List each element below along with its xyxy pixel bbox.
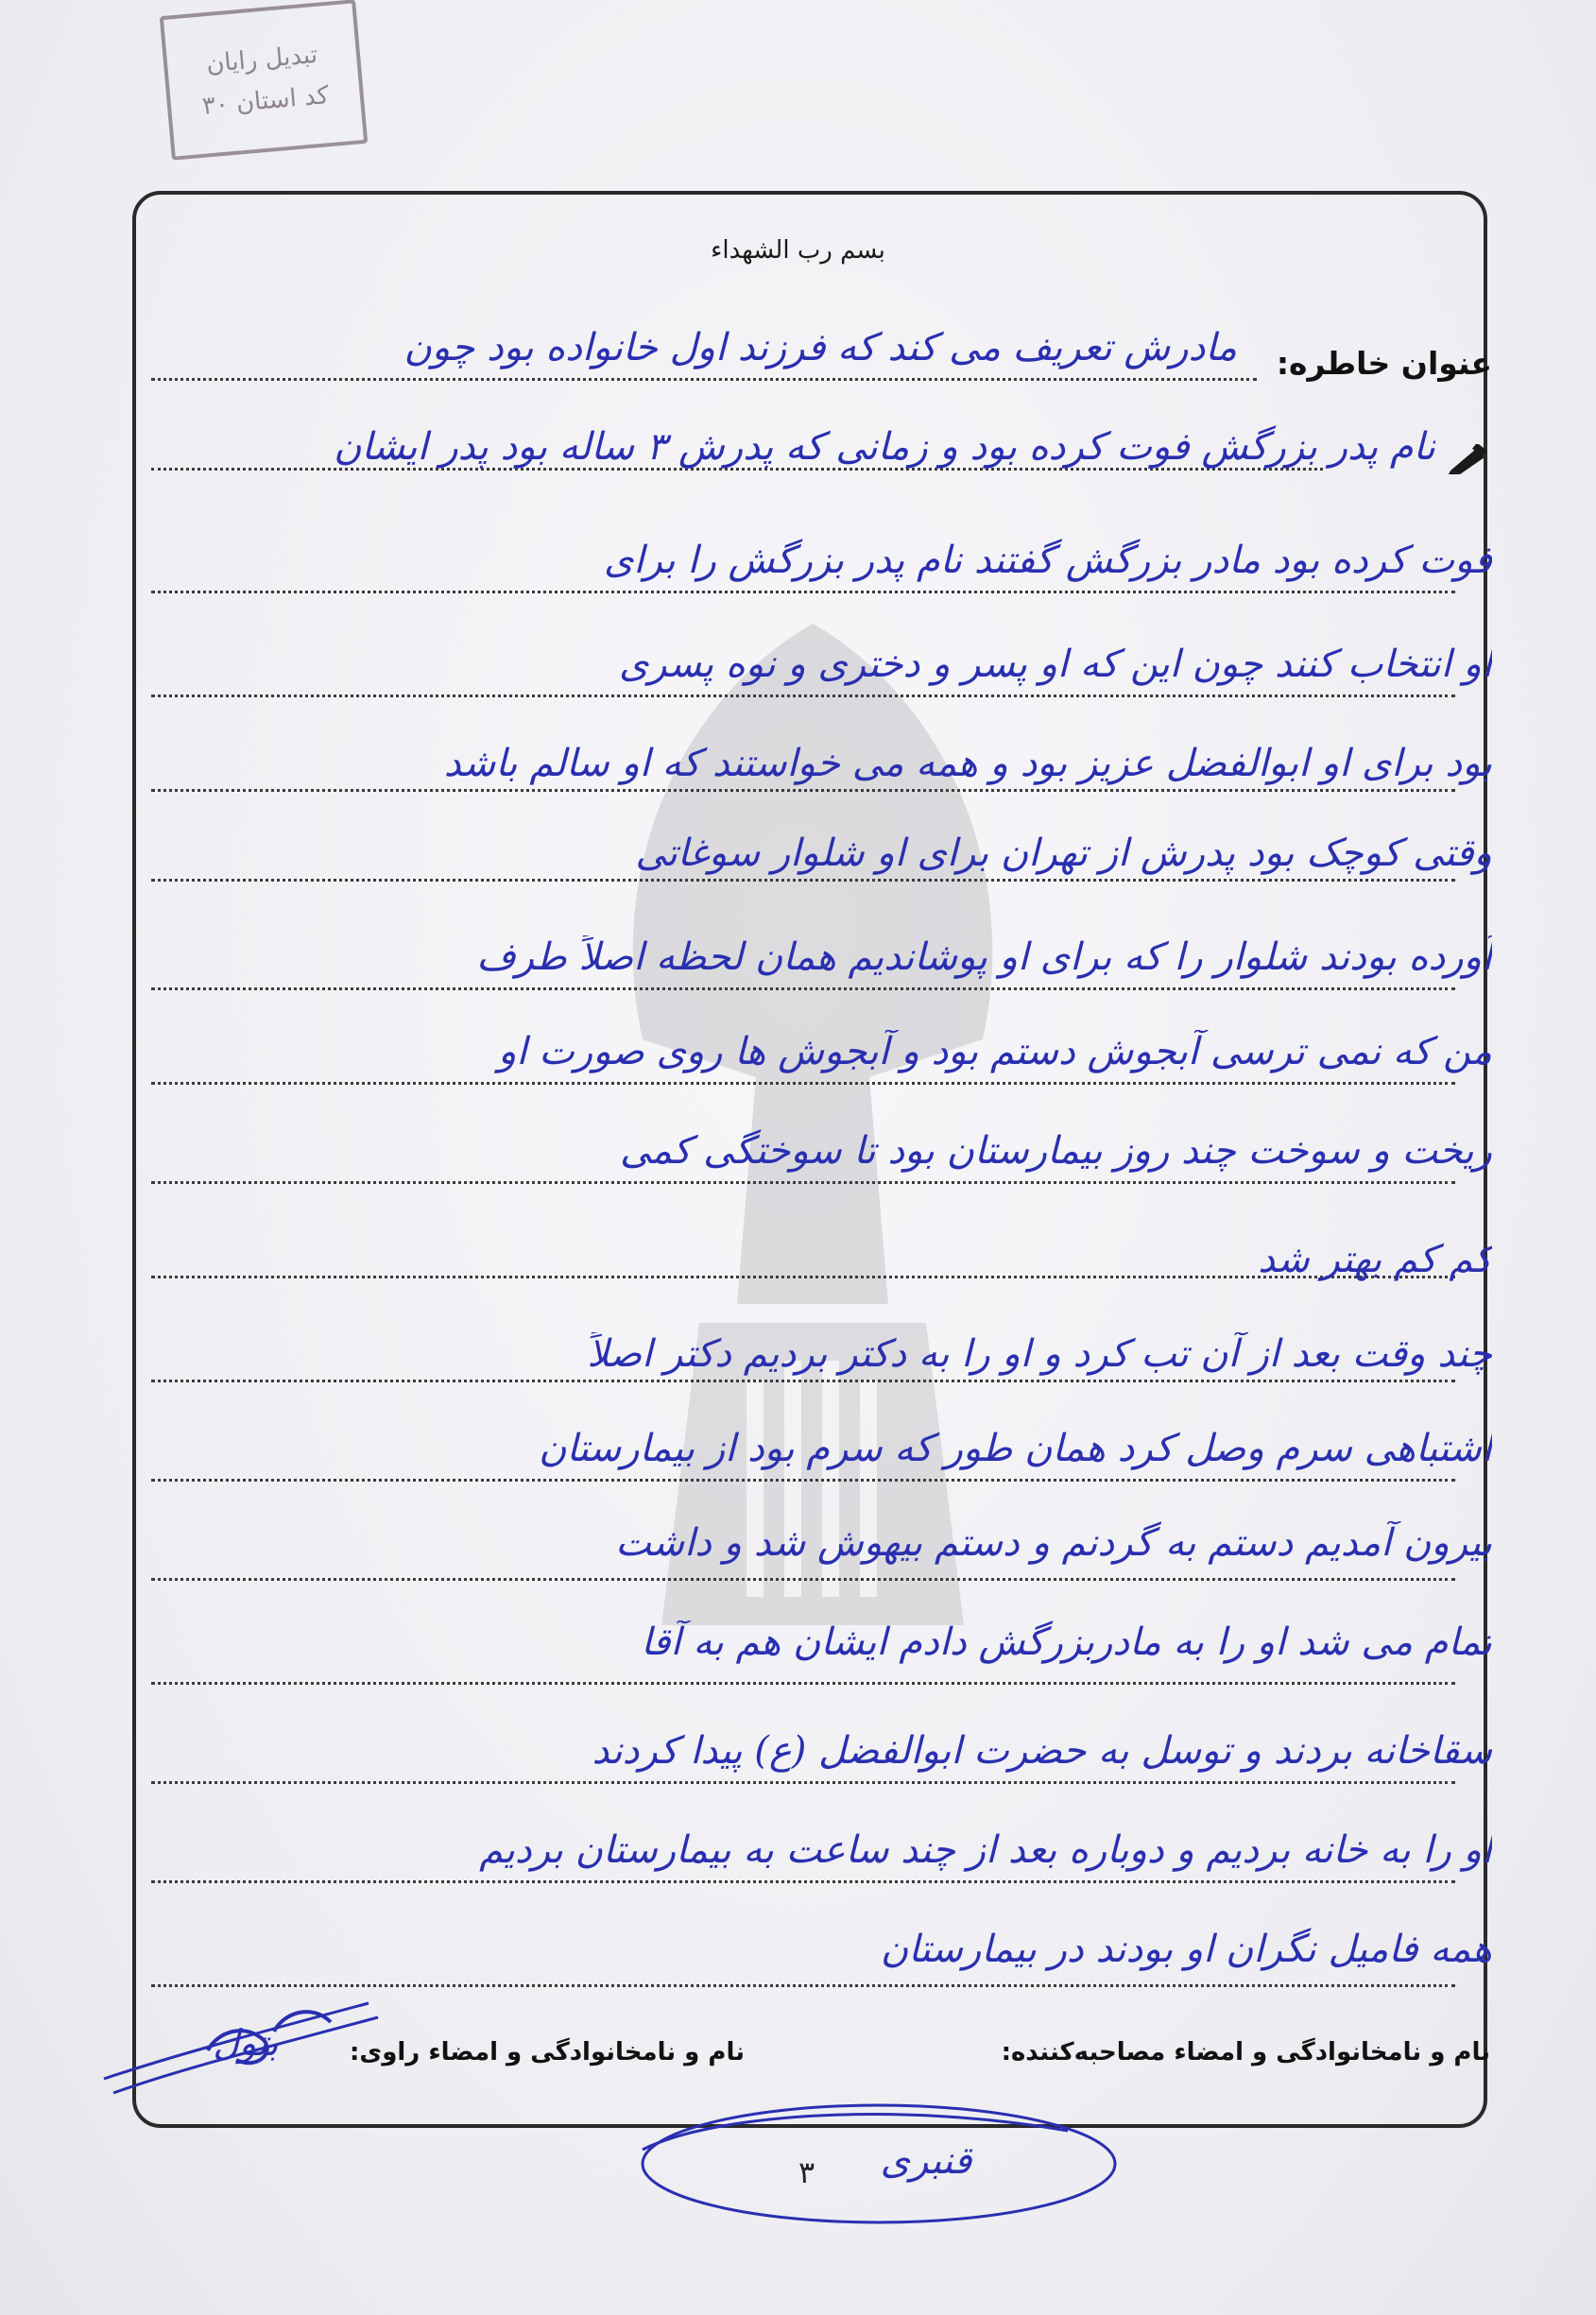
ruled-line [151, 1181, 1455, 1184]
ruled-line [151, 1781, 1455, 1784]
handwritten-line: همه فامیل نگران او بودند در بیمارستان [880, 1928, 1492, 1971]
ruled-line [151, 879, 1455, 882]
handwritten-line: تمام می شد او را به مادربزرگش دادم ایشان هم به آقا [641, 1620, 1492, 1664]
ruled-line [151, 1880, 1455, 1883]
ruled-line [151, 591, 1455, 593]
handwritten-line: بیرون آمدیم دستم به گردنم و دستم بیهوش شد و داشت [615, 1521, 1492, 1565]
ruled-line [151, 789, 1455, 792]
ruled-line [151, 1380, 1455, 1382]
handwritten-line: نام پدر بزرگش فوت کرده بود و زمانی که پدرش ۳ ساله بود پدر ایشان [334, 425, 1435, 469]
interviewer-signature-text: قنبری [880, 2139, 972, 2183]
handwritten-line: فوت کرده بود مادر بزرگش گفتند نام پدر بزرگش را برای [604, 539, 1492, 582]
ruled-line [151, 1682, 1455, 1685]
handwritten-line: وقتی کوچک بود پدرش از تهران برای او شلوار سوغاتی [635, 832, 1492, 875]
stamp-line-1: تبدیل رایان [205, 40, 319, 78]
handwritten-line: او انتخاب کنند چون این که او پسر و دختری و نوه پسری [618, 643, 1492, 686]
basmala-header: بسم رب الشهداء [711, 236, 885, 265]
handwritten-line: مادرش تعریف می کند که فرزند اول خانواده بود چون [403, 326, 1237, 369]
handwritten-line: کم کم بهتر شد [1258, 1238, 1492, 1281]
handwritten-line: اشتباهی سرم وصل کرد همان طور که سرم بود از بیمارستان [539, 1427, 1492, 1470]
interviewer-signature [624, 2093, 1134, 2235]
memory-title-label: عنوان خاطره: [1276, 345, 1492, 382]
stamp-line-2: کد استان ۳۰ [200, 80, 331, 121]
pen-icon [1447, 444, 1490, 476]
ruled-line [151, 987, 1455, 990]
narrator-signature-label: نام و نامخانوادگی و امضاء راوی: [350, 2038, 745, 2066]
handwritten-line: من که نمی ترسی آبجوش دستم بود و آبجوش ها روی صورت او [498, 1030, 1492, 1073]
page-number: ۳ [798, 2154, 815, 2190]
handwritten-line: سقاخانه بردند و توسل به حضرت ابوالفضل (ع) پیدا کردند [592, 1729, 1492, 1773]
archive-stamp [160, 0, 369, 161]
ruled-line [151, 1082, 1455, 1085]
ruled-line [151, 694, 1455, 697]
ruled-line [151, 378, 1257, 381]
handwritten-line: آورده بودند شلوار را که برای او پوشاندیم همان لحظه اصلاً طرف [476, 935, 1492, 979]
handwritten-line: بود برای او ابوالفضل عزیز بود و همه می خواستند که او سالم باشد [443, 742, 1492, 785]
ruled-line [151, 1479, 1455, 1482]
handwritten-line: چند وقت بعد از آن تب کرد و او را به دکتر بردیم دکتر اصلاً [587, 1332, 1492, 1376]
narrator-signature-text: بتول [213, 2022, 279, 2064]
narrator-signature [85, 1965, 387, 2107]
ruled-line [151, 1578, 1455, 1581]
interviewer-signature-label: نام و نامخانوادگی و امضاء مصاحبه‌کننده: [1001, 2038, 1490, 2066]
handwritten-line: او را به خانه بردیم و دوباره بعد از چند ساعت به بیمارستان بردیم [479, 1828, 1492, 1872]
handwritten-line: ریخت و سوخت چند روز بیمارستان بود تا سوختگی کمی [619, 1129, 1492, 1173]
